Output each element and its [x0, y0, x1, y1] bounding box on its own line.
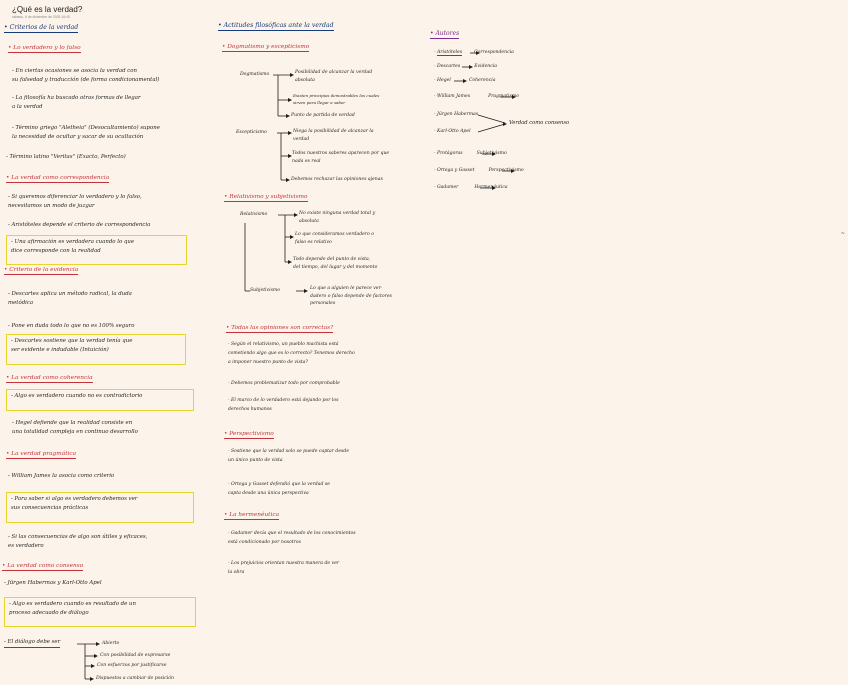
concept-item: Lo que a alguien le parece ver- dadero o falso depende de factores personales	[310, 286, 392, 306]
list-item: - Debemos problematizar todo por comprobable	[228, 381, 340, 386]
concept-item: Posibilidad de alcanzar la verdad absoluta	[295, 70, 373, 83]
list-item: - William James la asocia como criterio	[8, 473, 115, 479]
author-row: - Gadamer Hermenéutica	[434, 185, 508, 190]
author-row: - Hegel Coherencia	[434, 78, 496, 83]
author-row: - Descartes Evidencia	[434, 64, 498, 69]
section-heading-perspectivismo: • Perspectivismo	[224, 431, 274, 437]
concept-escepticismo: Escepticismo	[236, 130, 267, 135]
consensus-label: Verdad como consenso	[509, 120, 570, 126]
edge-mark: ~	[840, 231, 845, 237]
author-row: - Jürgen Habermas	[434, 112, 479, 117]
list-item: - Si queremos diferenciar lo verdadero y lo falso, necesitamos un modo de juzgar	[8, 194, 142, 209]
list-item: - Sostiene que la verdad solo se puede captar desde un único punto de vista	[228, 449, 350, 463]
concept-item: Existen principios demostrables los cuales sirven para llegar a saber	[293, 93, 380, 105]
section-heading-pragmatica: • La verdad pragmática	[6, 451, 77, 457]
list-item-dialogo: - El diálogo debe ser	[4, 638, 60, 648]
section-heading-coherencia: • La verdad como coherencia	[6, 375, 93, 381]
author-row: - Aristóteles Correspondencia	[434, 50, 514, 55]
authors-heading: • Autores	[430, 30, 460, 37]
author-row: - Karl-Otto Apel	[434, 129, 471, 134]
middle-main-heading: • Actitudes filosóficas ante la verdad	[218, 22, 334, 29]
list-item: - Descartes aplica un método radical, la duda metódica	[8, 291, 132, 306]
section-heading-opiniones: • Todas las opiniones son correctas?	[226, 325, 334, 331]
dialog-item: Dispuestos a cambiar de posición	[96, 676, 175, 681]
list-item: - Término latino "Veritas" (Exacto, Perfecto)	[6, 154, 126, 160]
list-item: - Pone en duda todo lo que no es 100% seguro	[8, 323, 135, 329]
concept-dogmatismo: Dogmatismo	[240, 72, 270, 77]
page-title: ¿Qué es la verdad?	[12, 5, 83, 14]
list-item: - El marco de lo verdadero está dejando por los derechos humanos	[228, 398, 339, 412]
page-date: sábado, 6 de diciembre de 2025 16:40	[12, 15, 70, 19]
left-main-heading: • Criterios de la verdad	[4, 24, 79, 31]
list-item: - Término griego "Aletheia" (Desocultamiento) supone la necesidad de ocultar y sacar de su ocultación	[12, 125, 160, 140]
concept-item: Lo que consideramos verdadero o falso es relativo	[295, 232, 375, 245]
list-item: - Hegel defiende que la realidad consiste en una totalidad compleja en continuo desarrollo	[12, 420, 138, 435]
list-item: - Los prejuicios orientan nuestra manera de ver la obra	[228, 561, 340, 575]
list-item: - En ciertas ocasiones se asocia la verdad con su falsedad y traducción (de forma condicionamental)	[12, 68, 160, 83]
list-item: - Según el relativismo, un pueblo machista está cometiendo algo que es lo correcto? Tenemos derecho a imponer nuestro punto de vista?	[228, 342, 355, 365]
concept-item: Niega la posibilidad de alcanzar la verdad	[293, 129, 374, 142]
section-heading-evidencia: • Criterio de la evidencia	[4, 267, 79, 273]
section-heading-dogmatismo: • Dogmatismo y escepticismo	[222, 44, 310, 50]
list-item: - Gadamer decía que el resultado de los conocimientos está condicionado por nosotros	[228, 531, 356, 545]
list-item: - La filosofía ha buscado otras formas de llegar a la verdad	[12, 95, 141, 110]
dialog-item: Con esfuerzos por justificarse	[97, 663, 167, 668]
concept-item: Todo depende del punto de vista, del tiempo, del lugar y del momento	[293, 257, 378, 270]
author-row: - William James Pragmatismo	[434, 94, 519, 99]
list-item: - Ortega y Gasset defendió que la verdad se capta desde una única perspectiva	[228, 482, 330, 496]
author-row: - Protágoras Subjetivismo	[434, 151, 507, 156]
highlight-box-pragmatica: - Para saber si algo es verdadero debemos ver sus consecuencias prácticas	[6, 492, 194, 523]
concept-item: Todos nuestros saberes aparecen por que nada es real	[292, 151, 390, 164]
list-item: - Jürgen Habermas y Karl-Otto Apel	[4, 580, 102, 586]
section-heading-hermeneutica: • La hermenéutica	[224, 512, 280, 518]
highlight-box-consenso: - Algo es verdadero cuando es resultado de un proceso adecuado de diálogo	[4, 597, 196, 627]
list-item: - Si las consecuencias de algo son útiles y eficaces, es verdadero	[8, 534, 148, 549]
list-item: - Aristóteles depende el criterio de correspondencia	[8, 222, 151, 228]
dialog-item: Con posibilidad de expresarse	[100, 653, 171, 658]
highlight-box-coherencia: - Algo es verdadero cuando no es contradictorio	[6, 389, 194, 411]
concept-item: No existe ninguna verdad total y absoluta	[299, 211, 376, 224]
highlight-box-correspondencia: - Una afirmación es verdadera cuando lo que dice corresponde con la realidad	[6, 235, 187, 265]
concept-relativismo: Relativismo	[240, 212, 268, 217]
concept-item: Debemos rechazar las opiniones ajenas	[291, 177, 383, 182]
section-heading-consenso: • La verdad como consenso	[2, 563, 84, 569]
section-heading-correspondencia: • La verdad como correspondencia	[6, 175, 110, 181]
author-row: - Ortega y Gasset Perspectivismo	[434, 168, 524, 173]
concept-subjetivismo: Subjetivismo	[250, 288, 281, 293]
concept-item: Punto de partida de verdad	[291, 113, 355, 118]
dialog-item: Abierto	[102, 641, 120, 646]
section-heading-relativismo: • Relativismo y subjetivismo	[224, 194, 308, 200]
section-heading-lo-verdadero: • Lo verdadero y lo falso	[8, 45, 81, 51]
highlight-box-evidencia: - Descartes sostiene que la verdad tenía que ser evidente e indudable (Intuición)	[6, 334, 186, 365]
